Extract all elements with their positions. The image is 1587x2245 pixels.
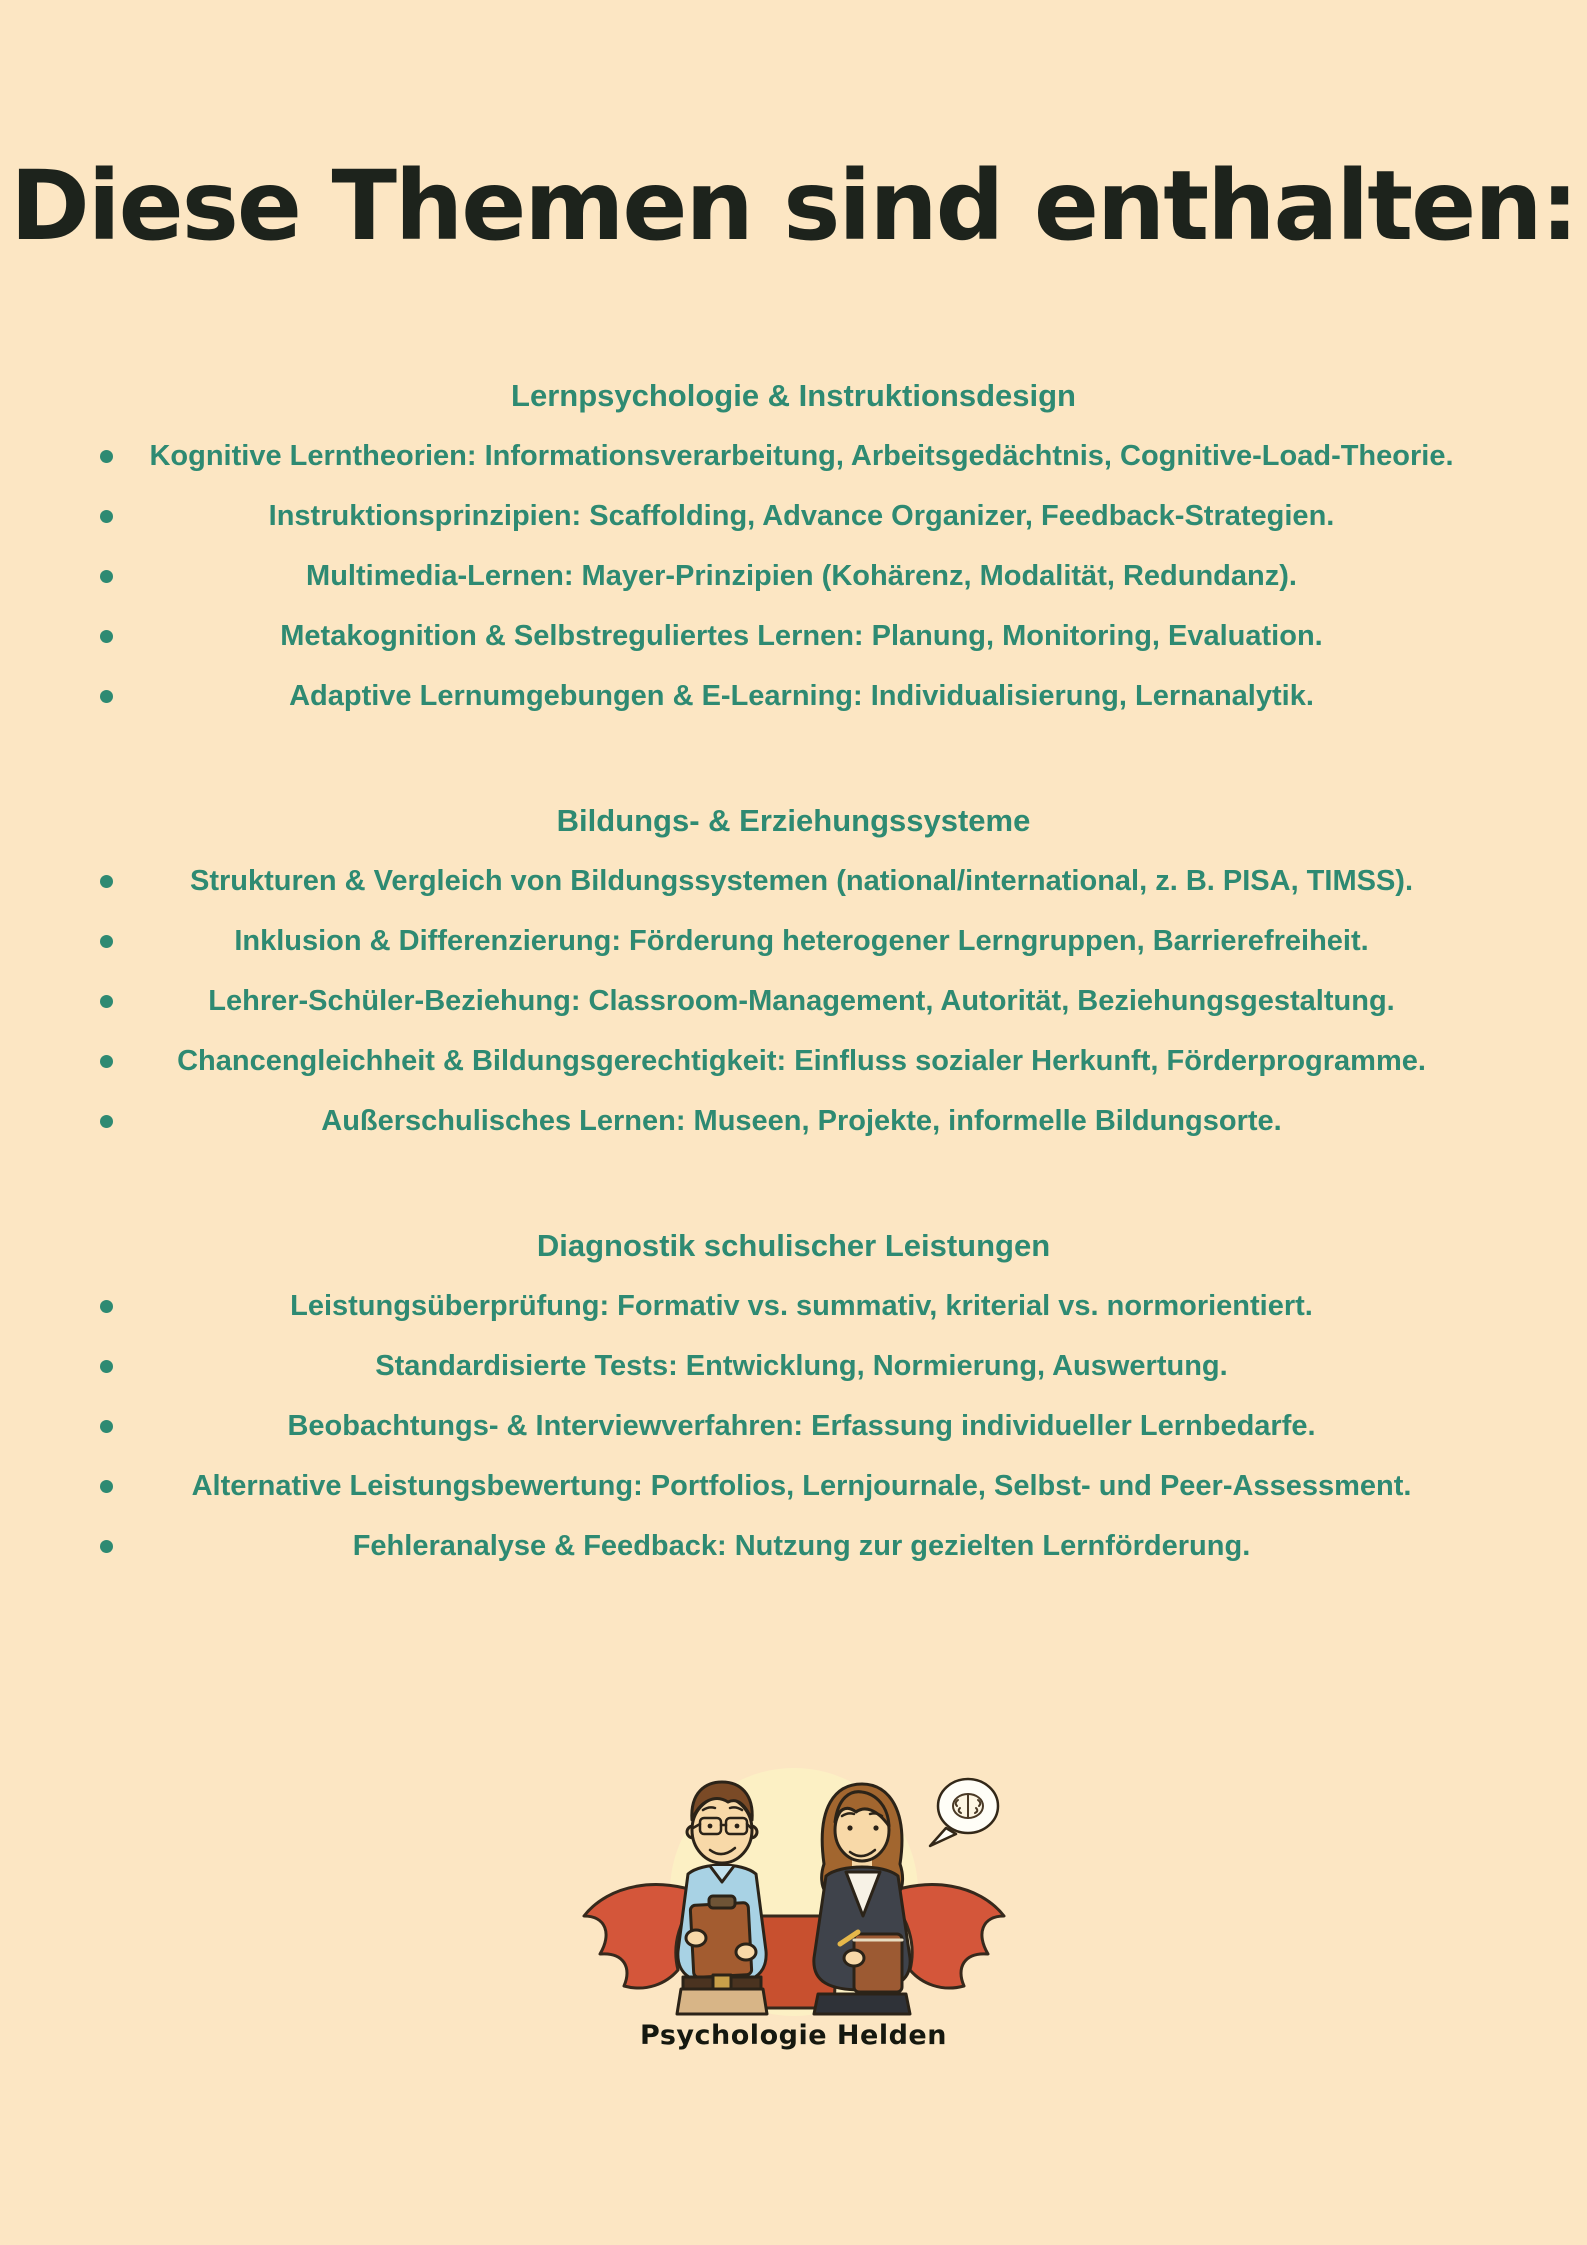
list-item-text: Beobachtungs- & Interviewverfahren: Erfassung individueller Lernbedarfe. xyxy=(287,1410,1316,1442)
list-item-text: Strukturen & Vergleich von Bildungssystemen (national/international, z. B. PISA, TIMSS). xyxy=(189,865,1414,897)
list-item xyxy=(100,606,1503,666)
list-item-text: Außerschulisches Lernen: Museen, Projekte, informelle Bildungsorte. xyxy=(321,1105,1282,1137)
bullet-icon xyxy=(100,570,113,583)
list-item-text: Kognitive Lerntheorien: Informationsverarbeitung, Arbeitsgedächtnis, Cognitive-Load-Theorie. xyxy=(149,440,1454,472)
list-item xyxy=(100,1336,1503,1396)
list-item xyxy=(100,546,1503,606)
list-item xyxy=(100,1516,1503,1576)
topic-list xyxy=(100,851,1503,1151)
list-item xyxy=(100,1396,1503,1456)
list-item xyxy=(100,1456,1503,1516)
list-item-text: Inklusion & Differenzierung: Förderung heterogener Lerngruppen, Barrierefreiheit. xyxy=(234,925,1369,957)
list-item xyxy=(100,426,1503,486)
list-item-text: Lehrer-Schüler-Beziehung: Classroom-Management, Autorität, Beziehungsgestaltung. xyxy=(208,985,1395,1017)
bullet-icon xyxy=(100,690,113,703)
psychologie-helden-illustration xyxy=(554,1746,1034,2018)
bullet-icon xyxy=(100,1360,113,1373)
list-item-text: Multimedia-Lernen: Mayer-Prinzipien (Kohärenz, Modalität, Redundanz). xyxy=(306,560,1297,592)
bullet-icon xyxy=(100,1420,113,1433)
footer-figure xyxy=(0,1746,1587,2051)
page-title: Diese Themen sind enthalten: xyxy=(10,150,1577,262)
section-heading: Diagnostik schulischer Leistungen xyxy=(536,1228,1051,1263)
list-item-text: Adaptive Lernumgebungen & E-Learning: Individualisierung, Lernanalytik. xyxy=(289,680,1314,712)
bullet-icon xyxy=(100,450,113,463)
topic-list xyxy=(100,1276,1503,1576)
list-item-text: Metakognition & Selbstreguliertes Lernen: Planung, Monitoring, Evaluation. xyxy=(280,620,1323,652)
section-lernpsychologie xyxy=(0,366,1587,726)
list-item-text: Instruktionsprinzipien: Scaffolding, Advance Organizer, Feedback-Strategien. xyxy=(268,500,1335,532)
bullet-icon xyxy=(100,995,113,1008)
list-item xyxy=(100,971,1503,1031)
list-item-text: Alternative Leistungsbewertung: Portfolios, Lernjournale, Selbst- und Peer-Assessment. xyxy=(191,1470,1412,1502)
list-item-text: Chancengleichheit & Bildungsgerechtigkeit: Einfluss sozialer Herkunft, Förderprogramme. xyxy=(177,1045,1426,1077)
bullet-icon xyxy=(100,1480,113,1493)
list-item xyxy=(100,851,1503,911)
list-item-text: Standardisierte Tests: Entwicklung, Normierung, Auswertung. xyxy=(375,1350,1228,1382)
figure-caption: Psychologie Helden xyxy=(640,2020,947,2051)
section-heading: Bildungs- & Erziehungssysteme xyxy=(556,803,1031,838)
list-item xyxy=(100,1031,1503,1091)
bullet-icon xyxy=(100,875,113,888)
topic-list xyxy=(100,426,1503,726)
bullet-icon xyxy=(100,1055,113,1068)
list-item-text: Leistungsüberprüfung: Formativ vs. summativ, kriterial vs. normorientiert. xyxy=(290,1290,1313,1322)
woman-figure xyxy=(813,1784,909,2014)
bullet-icon xyxy=(100,1115,113,1128)
bullet-icon xyxy=(100,510,113,523)
man-figure xyxy=(677,1782,767,2014)
section-diagnostik xyxy=(0,1216,1587,1576)
brain-speech-bubble-icon xyxy=(930,1779,998,1846)
bullet-icon xyxy=(100,1300,113,1313)
bullet-icon xyxy=(100,630,113,643)
section-heading: Lernpsychologie & Instruktionsdesign xyxy=(511,378,1076,413)
list-item xyxy=(100,911,1503,971)
list-item-text: Fehleranalyse & Feedback: Nutzung zur gezielten Lernförderung. xyxy=(352,1530,1251,1562)
bullet-icon xyxy=(100,1540,113,1553)
list-item xyxy=(100,666,1503,726)
list-item xyxy=(100,1091,1503,1151)
section-bildungssysteme xyxy=(0,791,1587,1151)
list-item xyxy=(100,486,1503,546)
bullet-icon xyxy=(100,935,113,948)
list-item xyxy=(100,1276,1503,1336)
